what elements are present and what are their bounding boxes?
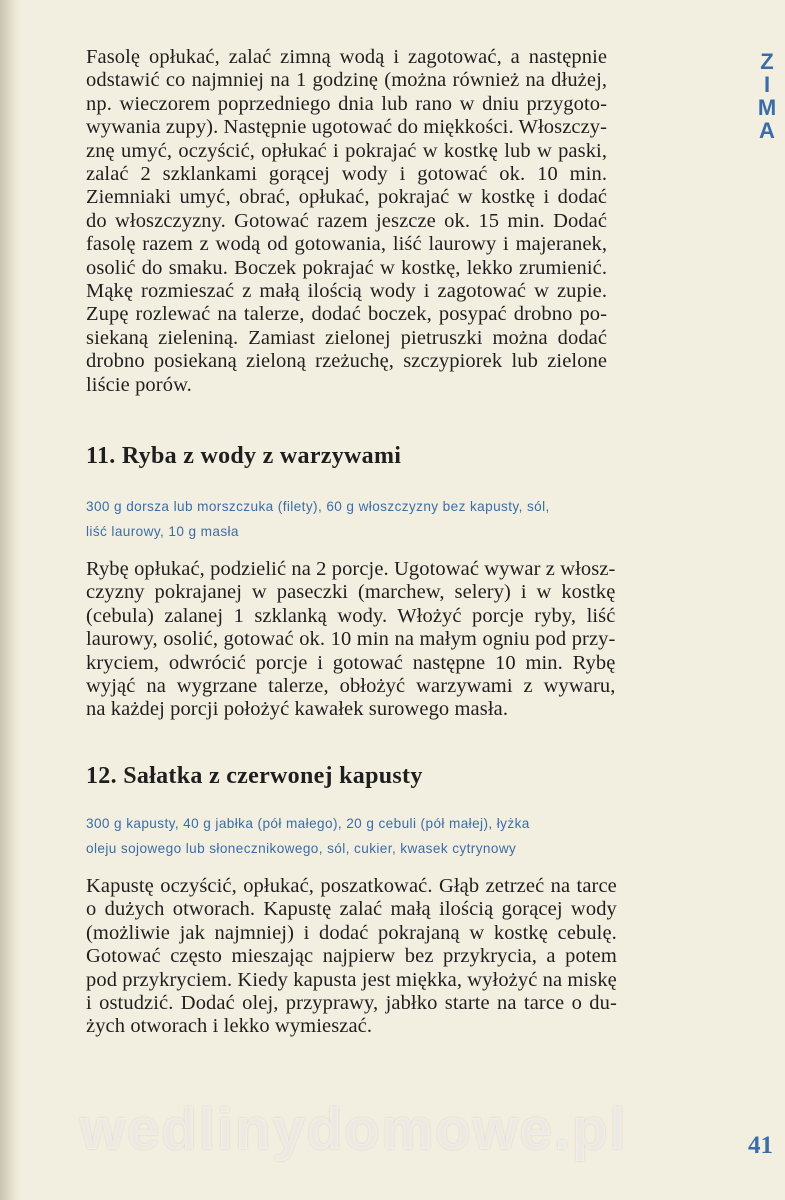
text-line: fasolę razem z wodą od gotowania, liść laurowy i majeranek, [86,233,608,256]
watermark-text: wedlinydomowe.pl [80,1097,628,1162]
text-line: (cebula) zalanej 1 szklanką wody. Włożyć porcje ryby, liść [86,604,616,627]
section-tab-letter: M [757,95,777,120]
text-line: Zupę rozlewać na talerze, dodać boczek, posypać drobno po- [86,303,608,326]
page-gutter-shadow [0,0,22,1200]
page-number: 41 [748,1132,773,1159]
text-line: liście porów. [86,373,192,396]
text-line: Fasolę opłukać, zalać zimną wodą i zagotować, a następnie [86,46,608,68]
text-line: Kapustę oczyścić, opłukać, poszatkować. Głąb zetrzeć na tarce [86,875,617,897]
text-line: zalać 2 szklankami gorącej wody i gotować ok. 10 min. [86,163,608,186]
text-line: drobno posiekaną zieloną rzeżuchę, szczypiorek lub zielone [86,350,608,373]
ingredient-line: oleju sojowego lub słonecznikowego, sól, cukier, kwasek cytrynowy [86,841,517,856]
text-line: na każdej porcji położyć kawałek surowego masła. [86,698,509,721]
text-line: Mąkę rozmieszać z małą ilością wody i zagotować w zupie. [86,280,608,303]
text-line: Ziemniaki umyć, obrać, opłukać, pokrajać w kostkę i dodać [86,186,608,209]
recipe-11-instructions [86,558,615,722]
ingredient-line: 300 g kapusty, 40 g jabłka (pół małego), 20 g cebuli (pół małej), łyżka [86,816,530,831]
recipe-11-ingredients [86,494,550,544]
text-line: o dużych otworach. Kapustę zalać małą ilością gorącej wody [86,898,617,921]
text-line: i ostudzić. Dodać olej, przyprawy, jabłko starte na tarce o du- [86,992,617,1015]
section-tab-letter: I [763,72,771,97]
recipe-11-title: 11. Ryba z wody z warzywami [86,443,402,469]
text-line: do włoszczyzny. Gotować razem jeszcze ok. 15 min. Dodać [86,209,608,232]
section-tab-letter: Z [760,49,774,74]
ingredient-line: 300 g dorsza lub morszczuka (filety), 60 g włoszczyzny bez kapusty, sól, [86,499,550,514]
text-line: czyzny pokrajanej w paseczki (marchew, selery) i w kostkę [86,581,616,604]
recipe-12-ingredients [86,811,530,861]
text-line: Gotować często mieszając najpierw bez przykrycia, a potem [86,945,617,968]
text-line: wywania zupy). Następnie ugotować do miękkości. Włoszczy- [86,116,608,139]
text-line: (możliwie jak najmniej) i dodać pokrajaną w kostkę cebulę. [86,921,617,944]
text-line: znę umyć, oczyścić, opłukać i pokrajać w kostkę lub w paski, [86,139,608,162]
text-line: laurowy, osolić, gotować ok. 10 min na małym ogniu pod przy- [86,628,616,651]
text-line: żych otworach i lekko wymieszać. [86,1015,373,1038]
text-line: wyjąć na wygrzane talerze, obłożyć warzywami z wywaru, [86,675,616,698]
text-line: osolić do smaku. Boczek pokrajać w kostkę, lekko zrumienić. [86,256,608,279]
soup-instructions-paragraph [86,46,607,397]
text-line: kryciem, odwrócić porcje i gotować następne 10 min. Rybę [86,651,616,674]
section-tab-zima [752,50,782,142]
recipe-12-title: 12. Sałatka z czerwonej kapusty [86,763,423,789]
text-line: np. wieczorem poprzedniego dnia lub rano w dniu przygoto- [86,92,608,115]
section-tab-letter: A [759,118,775,143]
ingredient-line: liść laurowy, 10 g masła [86,524,239,539]
text-line: siekaną zieleniną. Zamiast zielonej pietruszki można dodać [86,326,608,349]
text-line: pod przykryciem. Kiedy kapusta jest miękka, wyłożyć na miskę [86,968,617,991]
recipe-12-instructions [86,875,617,1039]
text-line: odstawić co najmniej na 1 godzinę (można również na dłużej, [86,69,608,92]
text-line: Rybę opłukać, podzielić na 2 porcje. Ugotować wywar z włosz- [86,558,616,580]
